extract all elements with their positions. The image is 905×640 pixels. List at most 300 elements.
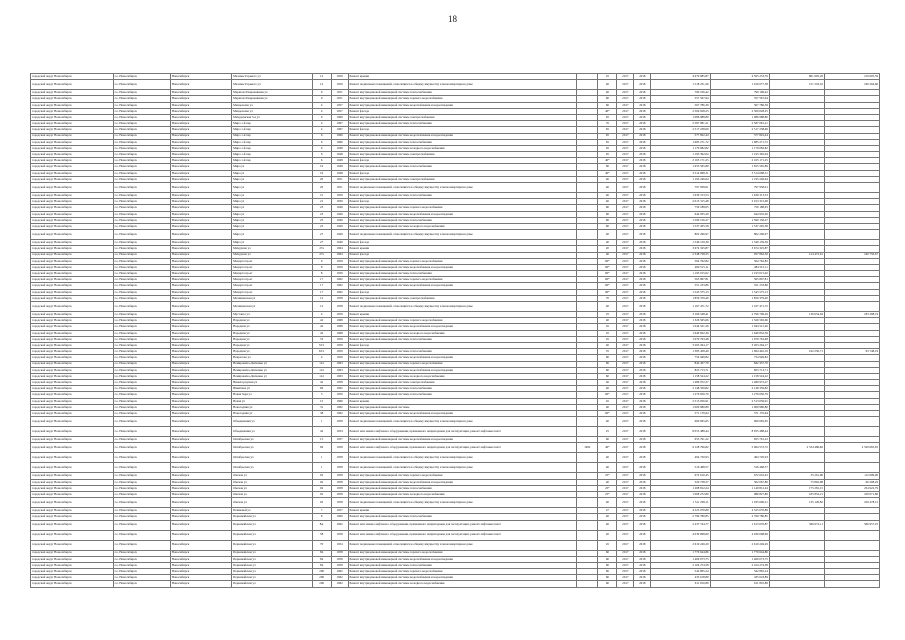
cell-district: городской округ Новосибирск	[31, 562, 114, 568]
cell-total_cost: 842 457,70	[651, 361, 710, 367]
cell-plan_year: 2017	[617, 453, 634, 463]
cell-district: городской округ Новосибирск	[31, 367, 114, 373]
cell-house: 17	[312, 283, 331, 289]
cell-settlement: Новосибирск	[170, 463, 231, 473]
cell-district: городской округ Новосибирск	[31, 342, 114, 348]
cell-street: Менделеева ул	[232, 102, 312, 108]
cell-city: г.о. Новосибирск	[113, 530, 170, 540]
cell-city: г.о. Новосибирск	[113, 152, 170, 158]
cell-plan_year: 2017	[617, 550, 634, 556]
cell-district: городской округ Новосибирск	[31, 114, 114, 120]
cell-district: городской округ Новосибирск	[31, 271, 114, 277]
cell-deadline: 2018	[634, 380, 651, 386]
cell-life: 60	[598, 581, 617, 587]
cell-settlement: Новосибирск	[170, 145, 231, 151]
cell-street: Мичурина ул	[232, 246, 312, 252]
cell-year: 1958	[331, 479, 348, 485]
cell-funds_a: 611 810,89	[710, 581, 769, 587]
cell-plan_year: 2017	[617, 121, 634, 127]
cell-funds_a: 1 649 832,39	[710, 330, 769, 336]
cell-street: Мочищенская ул	[232, 302, 312, 312]
cell-house: 206	[312, 575, 331, 581]
cell-settlement: Новосибирск	[170, 199, 231, 205]
cell-city: г.о. Новосибирск	[113, 139, 170, 145]
cell-funds_b: 75 862,98	[769, 479, 824, 485]
cell-year: 1958	[331, 473, 348, 479]
cell-city: г.о. Новосибирск	[113, 211, 170, 217]
cell-funds_a: 3 674 325,87	[710, 246, 769, 252]
cell-district: городской округ Новосибирск	[31, 575, 114, 581]
cell-life: 60*	[598, 277, 617, 283]
cell-deadline: 2018	[634, 90, 651, 96]
cell-life: 40	[598, 463, 617, 473]
cell-year: 1948	[331, 158, 348, 164]
cell-settlement: Новосибирск	[170, 550, 231, 556]
cell-house: 12	[312, 74, 331, 80]
cell-year: 1962	[331, 404, 348, 410]
cell-settlement: Новосибирск	[170, 223, 231, 229]
cell-plan_year: 2017	[617, 562, 634, 568]
cell-blank	[577, 302, 598, 312]
cell-life: 40*	[598, 158, 617, 164]
cell-life: 25	[598, 427, 617, 437]
cell-blank	[577, 453, 598, 463]
cell-work_type: Ремонт внутридомовой инженерной системы теплоснабжения	[348, 386, 577, 392]
cell-funds_a: 1 590 156,27	[710, 217, 769, 223]
cell-street: Первомайская ул	[232, 540, 312, 550]
cell-year: 1963	[331, 367, 348, 373]
cell-work_type: Ремонт крыши	[348, 246, 577, 252]
cell-funds_a: 1 086 988,80	[710, 114, 769, 120]
cell-year: 1962	[331, 289, 348, 295]
cell-plan_year: 2017	[617, 295, 634, 301]
cell-deadline: 2018	[634, 530, 651, 540]
cell-funds_c: 112 699,90	[824, 473, 879, 479]
cell-street: Никитина ул	[232, 386, 312, 392]
cell-funds_c	[824, 230, 879, 240]
cell-house: 8	[312, 264, 331, 270]
cell-funds_c: 63 748,19	[824, 349, 879, 355]
cell-city: г.о. Новосибирск	[113, 133, 170, 139]
cell-settlement: Новосибирск	[170, 404, 231, 410]
cell-settlement: Новосибирск	[170, 581, 231, 587]
cell-work_type: Ремонт внутридомовой инженерной системы водоснабжения и водоотведения	[348, 283, 577, 289]
cell-funds_b: 566 672,11	[769, 520, 824, 530]
cell-life: 40	[598, 230, 617, 240]
cell-city: г.о. Новосибирск	[113, 102, 170, 108]
cell-settlement: Новосибирск	[170, 479, 231, 485]
cell-district: городской округ Новосибирск	[31, 176, 114, 182]
cell-settlement: Новосибирск	[170, 211, 231, 217]
cell-settlement: Новосибирск	[170, 349, 231, 355]
cell-house: 206	[312, 569, 331, 575]
cell-plan_year: 2017	[617, 312, 634, 318]
table-row	[31, 530, 880, 540]
cell-total_cost: 542 865,24	[651, 569, 710, 575]
cell-city: г.о. Новосибирск	[113, 158, 170, 164]
cell-district: городской округ Новосибирск	[31, 392, 114, 398]
cell-plan_year: 2017	[617, 540, 634, 550]
cell-deadline: 2018	[634, 114, 651, 120]
cell-life: 60	[598, 102, 617, 108]
cell-funds_a: 1 044 521,26	[710, 324, 769, 330]
cell-street: Октябрьская ул	[232, 443, 312, 453]
cell-work_type: Ремонт внутридомовой инженерной системы водоснабжения и водоотведения	[348, 437, 577, 443]
cell-life: 40	[598, 183, 617, 193]
cell-total_cost: 494 720,93	[651, 453, 710, 463]
cell-total_cost: 4 039 098,69	[651, 530, 710, 540]
cell-deadline: 2018	[634, 223, 651, 229]
cell-blank	[577, 581, 598, 587]
cell-district: городской округ Новосибирск	[31, 404, 114, 410]
cell-settlement: Новосибирск	[170, 498, 231, 508]
cell-work_type: Ремонт внутридомовой инженерной системы теплоснабжения	[348, 121, 577, 127]
cell-city: г.о. Новосибирск	[113, 170, 170, 176]
cell-deadline: 2018	[634, 417, 651, 427]
cell-city: г.о. Новосибирск	[113, 114, 170, 120]
cell-house: 38	[312, 411, 331, 417]
cell-funds_b	[769, 540, 824, 550]
cell-house: 58	[312, 530, 331, 540]
cell-work_type: Ремонт внутридомовой инженерной системы водоснабжения и водоотведения	[348, 411, 577, 417]
cell-street: Первомайская ул	[232, 530, 312, 540]
cell-street: Народная ул	[232, 318, 312, 324]
cell-life: 40	[598, 404, 617, 410]
cell-district: городской округ Новосибирск	[31, 361, 114, 367]
cell-street: Моцарта пр-кт	[232, 258, 312, 264]
cell-funds_a: 1 064 445,19	[710, 349, 769, 355]
cell-work_type: Ремонт подвальных помещений, относящихся к общему имуществу в многоквартирном доме	[348, 302, 577, 312]
cell-settlement: Новосибирск	[170, 453, 231, 463]
capital-repair-table	[30, 73, 880, 588]
cell-city: г.о. Новосибирск	[113, 386, 170, 392]
cell-house: 17	[312, 277, 331, 283]
cell-deadline: 2018	[634, 498, 651, 508]
cell-funds_b	[769, 417, 824, 427]
cell-funds_a: 754 949,82	[710, 355, 769, 361]
cell-house: 8А	[312, 520, 331, 530]
cell-work_type: Ремонт внутридомовой инженерной системы водоснабжения и водоотведения	[348, 479, 577, 485]
cell-district: городской округ Новосибирск	[31, 133, 114, 139]
cell-deadline: 2018	[634, 562, 651, 568]
cell-total_cost: 1 195 246,64	[651, 176, 710, 182]
cell-street: Народная ул	[232, 330, 312, 336]
cell-deadline: 2018	[634, 427, 651, 437]
cell-street: Мира 1-й пер	[232, 133, 312, 139]
cell-total_cost: 484 515,11	[651, 264, 710, 270]
cell-street: Первомайская ул	[232, 575, 312, 581]
cell-settlement: Новосибирск	[170, 152, 231, 158]
cell-street: Первомайская ул	[232, 514, 312, 520]
cell-year: 1959	[331, 349, 348, 355]
cell-deadline: 2018	[634, 230, 651, 240]
cell-plan_year: 2017	[617, 392, 634, 398]
cell-district: городской округ Новосибирск	[31, 437, 114, 443]
cell-deadline: 2018	[634, 289, 651, 295]
cell-plan_year: 2017	[617, 74, 634, 80]
cell-district: городской округ Новосибирск	[31, 349, 114, 355]
cell-district: городской округ Новосибирск	[31, 258, 114, 264]
cell-street: Объединения ул	[232, 417, 312, 427]
cell-total_cost: 4 525 070,89	[651, 508, 710, 514]
cell-year: 1966	[331, 139, 348, 145]
cell-life: 40	[598, 342, 617, 348]
cell-funds_b: 175 281,15	[769, 485, 824, 491]
cell-total_cost: 655 761,22	[651, 437, 710, 443]
cell-deadline: 2018	[634, 318, 651, 324]
cell-plan_year: 2017	[617, 193, 634, 199]
cell-work_type: Ремонт внутридомовой инженерной системы холодного водоснабжения	[348, 491, 577, 497]
cell-city: г.о. Новосибирск	[113, 271, 170, 277]
cell-deadline: 2018	[634, 121, 651, 127]
cell-life: 60	[598, 569, 617, 575]
cell-funds_c: 109 478,12	[824, 498, 879, 508]
cell-life: 60	[598, 575, 617, 581]
cell-house: 9	[312, 90, 331, 96]
cell-district: городской округ Новосибирск	[31, 530, 114, 540]
cell-life: 60	[598, 96, 617, 102]
cell-city: г.о. Новосибирск	[113, 74, 170, 80]
cell-deadline: 2018	[634, 264, 651, 270]
cell-plan_year: 2017	[617, 271, 634, 277]
cell-work_type: Ремонт внутридомовой инженерной системы холодного водоснабжения	[348, 223, 577, 229]
cell-year: 1954	[331, 427, 348, 437]
cell-work_type: Ремонт внутридомовой инженерной системы водоснабжения и водоотведения	[348, 355, 577, 361]
cell-funds_b	[769, 453, 824, 463]
cell-settlement: Новосибирск	[170, 176, 231, 182]
cell-total_cost: 1 158 524,22	[651, 373, 710, 379]
cell-street: Немировича-Данченко ул	[232, 373, 312, 379]
cell-funds_a: 4 595 253,79	[710, 74, 769, 80]
cell-settlement: Новосибирск	[170, 170, 231, 176]
cell-deadline: 2018	[634, 569, 651, 575]
cell-settlement: Новосибирск	[170, 205, 231, 211]
cell-house: 92	[312, 485, 331, 491]
cell-life: 40	[598, 240, 617, 246]
cell-house: 17	[312, 289, 331, 295]
cell-city: г.о. Новосибирск	[113, 108, 170, 114]
cell-deadline: 2018	[634, 240, 651, 246]
cell-deadline: 2018	[634, 295, 651, 301]
table-row	[31, 80, 880, 90]
cell-plan_year: 2017	[617, 569, 634, 575]
cell-deadline: 2018	[634, 463, 651, 473]
cell-plan_year: 2017	[617, 108, 634, 114]
cell-city: г.о. Новосибирск	[113, 283, 170, 289]
cell-life: 60	[598, 373, 617, 379]
cell-city: г.о. Новосибирск	[113, 463, 170, 473]
cell-funds_a: 986 827,80	[710, 491, 769, 497]
cell-deadline: 2018	[634, 170, 651, 176]
cell-district: городской округ Новосибирск	[31, 127, 114, 133]
cell-settlement: Новосибирск	[170, 295, 231, 301]
cell-work_type: Ремонт или замена лифтового оборудования, признанного непригодным для эксплуатации, ремонт лифтовых шахт	[348, 530, 577, 540]
cell-district: городской округ Новосибирск	[31, 540, 114, 550]
cell-house: 27	[312, 230, 331, 240]
cell-life: 40	[598, 252, 617, 258]
cell-work_type: Ремонт внутридомовой инженерной системы теплоснабжения	[348, 349, 577, 355]
cell-street: Мира ул	[232, 164, 312, 170]
cell-city: г.о. Новосибирск	[113, 355, 170, 361]
cell-plan_year: 2017	[617, 581, 634, 587]
cell-total_cost: 571 170,64	[651, 411, 710, 417]
cell-city: г.о. Новосибирск	[113, 246, 170, 252]
cell-street: Моцарта пр-кт	[232, 264, 312, 270]
cell-district: городской округ Новосибирск	[31, 302, 114, 312]
cell-street: Мира ул	[232, 193, 312, 199]
cell-funds_b: 136 654,04	[769, 312, 824, 318]
cell-year: 1951	[331, 96, 348, 102]
cell-district: городской округ Новосибирск	[31, 373, 114, 379]
cell-district: городской округ Новосибирск	[31, 217, 114, 223]
cell-funds_b	[769, 581, 824, 587]
cell-funds_a: 1 140 812,24	[710, 485, 769, 491]
cell-life: 25*	[598, 491, 617, 497]
cell-funds_a: 2 148 359,82	[710, 386, 769, 392]
cell-plan_year: 2017	[617, 330, 634, 336]
cell-city: г.о. Новосибирск	[113, 349, 170, 355]
cell-life: 55	[598, 349, 617, 355]
cell-life: 60	[598, 211, 617, 217]
cell-street: Омская ул	[232, 491, 312, 497]
cell-plan_year: 2017	[617, 283, 634, 289]
cell-funds_c	[824, 581, 879, 587]
cell-work_type: Ремонт фасада	[348, 240, 577, 246]
cell-funds_a: 484 515,11	[710, 264, 769, 270]
cell-work_type: Ремонт фасада	[348, 127, 577, 133]
cell-funds_a: 2 013 315,48	[710, 199, 769, 205]
cell-district: городской округ Новосибирск	[31, 318, 114, 324]
cell-city: г.о. Новосибирск	[113, 453, 170, 463]
cell-settlement: Новосибирск	[170, 312, 231, 318]
cell-street: Первомайская ул	[232, 569, 312, 575]
cell-total_cost: 565 897,81	[651, 277, 710, 283]
cell-plan_year: 2017	[617, 289, 634, 295]
cell-plan_year: 2017	[617, 211, 634, 217]
cell-total_cost: 1 770 644,86	[651, 550, 710, 556]
cell-blank	[577, 417, 598, 427]
cell-city: г.о. Новосибирск	[113, 295, 170, 301]
cell-work_type: Ремонт внутридомовой инженерной системы горячего водоснабжения	[348, 205, 577, 211]
cell-district: городской округ Новосибирск	[31, 463, 114, 473]
cell-city: г.о. Новосибирск	[113, 264, 170, 270]
cell-total_cost: 1 649 832,39	[651, 330, 710, 336]
cell-life: 20	[598, 530, 617, 540]
cell-work_type: Ремонт или замена лифтового оборудования, признанного непригодным для эксплуатации, ремонт лифтовых шахт	[348, 520, 577, 530]
cell-deadline: 2018	[634, 271, 651, 277]
cell-plan_year: 2017	[617, 246, 634, 252]
cell-life: 60	[598, 355, 617, 361]
cell-plan_year: 2017	[617, 479, 634, 485]
cell-plan_year: 2017	[617, 230, 634, 240]
cell-city: г.о. Новосибирск	[113, 217, 170, 223]
cell-plan_year: 2017	[617, 240, 634, 246]
cell-total_cost: 790 106,42	[651, 90, 710, 96]
cell-funds_b: 861 995,29	[769, 74, 824, 80]
cell-funds_a: 2 104 274,58	[710, 562, 769, 568]
cell-city: г.о. Новосибирск	[113, 80, 170, 90]
cell-settlement: Новосибирск	[170, 361, 231, 367]
cell-plan_year: 2017	[617, 417, 634, 427]
cell-street: Омская ул	[232, 473, 312, 479]
cell-funds_a: 551 233,86	[710, 283, 769, 289]
cell-street: Первомайская ул	[232, 562, 312, 568]
cell-funds_c	[824, 417, 879, 427]
cell-plan_year: 2017	[617, 508, 634, 514]
cell-year: 1948	[331, 170, 348, 176]
cell-work_type: Ремонт крыши	[348, 398, 577, 404]
cell-house: 69	[312, 386, 331, 392]
cell-deadline: 2018	[634, 283, 651, 289]
cell-city: г.о. Новосибирск	[113, 312, 170, 318]
cell-plan_year: 2017	[617, 342, 634, 348]
cell-deadline: 2018	[634, 398, 651, 404]
cell-district: городской округ Новосибирск	[31, 158, 114, 164]
cell-blank	[577, 427, 598, 437]
cell-total_cost: 1 469 073,75	[651, 556, 710, 562]
cell-funds_a: 1 639 313,53	[710, 193, 769, 199]
cell-deadline: 2018	[634, 312, 651, 318]
cell-life: 40	[598, 453, 617, 463]
cell-funds_a: 802 296,97	[710, 230, 769, 240]
cell-house: 6	[312, 139, 331, 145]
cell-funds_a: 669 665,65	[710, 417, 769, 427]
cell-blank	[577, 230, 598, 240]
cell-funds_a: 1 685 271,72	[710, 139, 769, 145]
cell-street: Мира ул	[232, 217, 312, 223]
cell-street: Новогодняя ул	[232, 404, 312, 410]
cell-district: городской округ Новосибирск	[31, 289, 114, 295]
cell-plan_year: 2017	[617, 361, 634, 367]
cell-work_type: Ремонт внутридомовой инженерной системы холодного водоснабжения	[348, 373, 577, 379]
cell-district: городской округ Новосибирск	[31, 199, 114, 205]
cell-city: г.о. Новосибирск	[113, 473, 170, 479]
cell-house: 27а	[312, 252, 331, 258]
cell-district: городской округ Новосибирск	[31, 411, 114, 417]
cell-street: Первомайская ул	[232, 556, 312, 562]
cell-plan_year: 2017	[617, 404, 634, 410]
cell-settlement: Новосибирск	[170, 491, 231, 497]
cell-plan_year: 2017	[617, 498, 634, 508]
cell-work_type: Ремонт внутридомовой инженерной системы водоснабжения и водоотведения	[348, 367, 577, 373]
cell-year: 1959	[331, 312, 348, 318]
cell-city: г.о. Новосибирск	[113, 199, 170, 205]
cell-street: Народная ул	[232, 336, 312, 342]
cell-work_type: Ремонт подвальных помещений, относящихся к общему имуществу в многоквартирном доме	[348, 463, 577, 473]
cell-funds_a: 1 770 644,86	[710, 550, 769, 556]
cell-city: г.о. Новосибирск	[113, 485, 170, 491]
cell-funds_a: 3 514 698,31	[710, 170, 769, 176]
cell-funds_a: 3 263 264,17	[710, 342, 769, 348]
cell-street: Мичуринская 3-я ул	[232, 114, 312, 120]
cell-settlement: Новосибирск	[170, 373, 231, 379]
cell-settlement: Новосибирск	[170, 367, 231, 373]
cell-plan_year: 2017	[617, 336, 634, 342]
cell-district: городской округ Новосибирск	[31, 205, 114, 211]
cell-city: г.о. Новосибирск	[113, 498, 170, 508]
cell-plan_year: 2017	[617, 491, 634, 497]
cell-district: городской округ Новосибирск	[31, 569, 114, 575]
cell-district: городской округ Новосибирск	[31, 240, 114, 246]
cell-work_type: Ремонт подвальных помещений, относящихся к общему имуществу в многоквартирном доме	[348, 80, 577, 90]
cell-settlement: Новосибирск	[170, 90, 231, 96]
cell-funds_a: 797 958,01	[710, 183, 769, 193]
cell-district: городской округ Новосибирск	[31, 277, 114, 283]
cell-street: Октябрьская ул	[232, 453, 312, 463]
cell-funds_a: 1 489 972,27	[710, 380, 769, 386]
cell-total_cost: 1 511 209,11	[651, 498, 710, 508]
cell-plan_year: 2017	[617, 411, 634, 417]
